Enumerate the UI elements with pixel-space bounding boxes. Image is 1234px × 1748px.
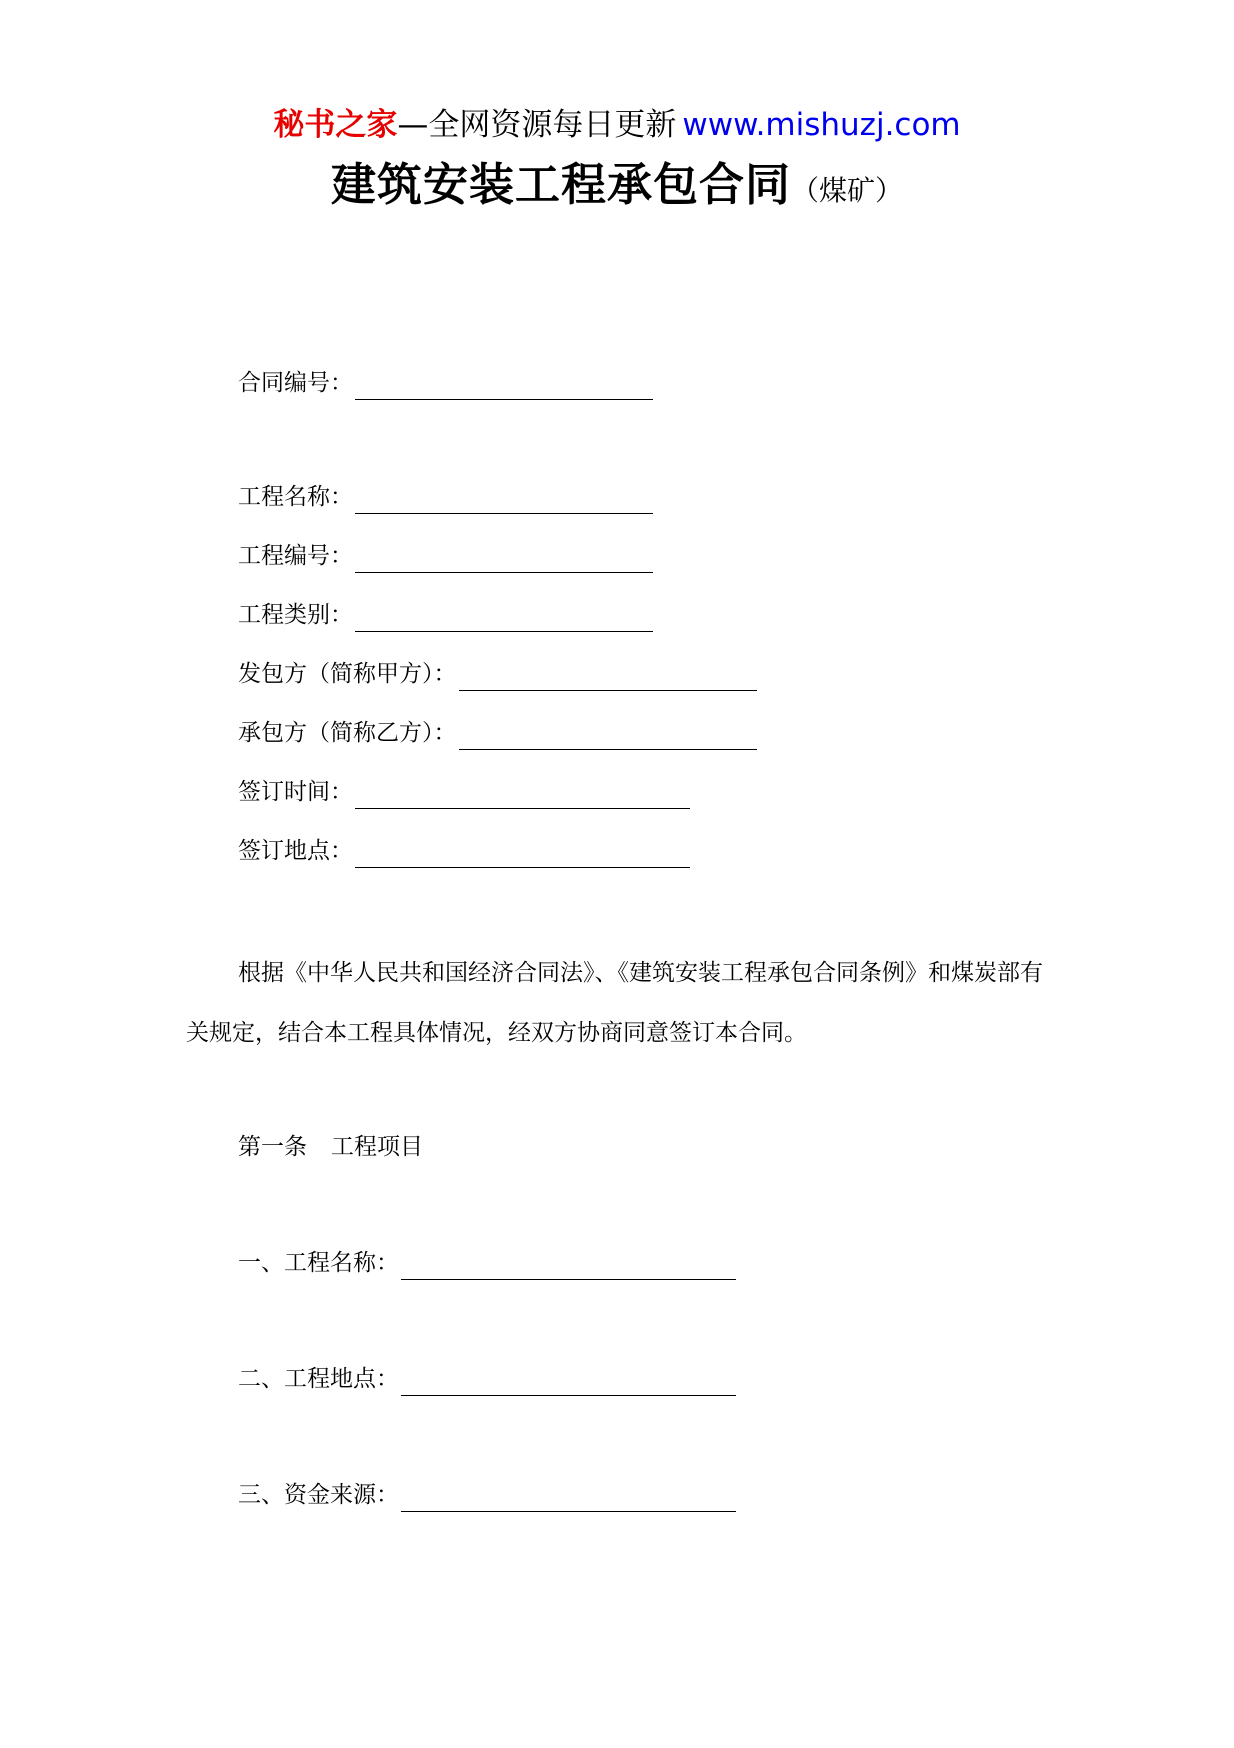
project-number-field: [238, 539, 653, 573]
site-header: [0, 100, 1234, 150]
document-title: [0, 150, 1234, 230]
article-1-item-2: [238, 1362, 736, 1396]
article-1-item-2-label: 二、工程地点：: [238, 1366, 399, 1392]
document-title-sub: （煤矿）: [791, 174, 904, 207]
sign-place-field: [238, 834, 690, 868]
article-1-item-1-label: 一、工程名称：: [238, 1250, 399, 1276]
project-name-field: [238, 480, 653, 514]
site-tagline: —全网资源每日更新: [397, 107, 677, 143]
party-b-label: 承包方（简称乙方）：: [238, 720, 457, 746]
project-number-label: 工程编号：: [238, 543, 353, 569]
party-a-blank[interactable]: [459, 666, 757, 691]
project-type-blank[interactable]: [355, 607, 653, 632]
contract-number-blank[interactable]: [355, 375, 653, 400]
contract-number-field: [238, 366, 653, 400]
project-name-label: 工程名称：: [238, 484, 353, 510]
sign-time-field: [238, 775, 690, 809]
article-1-item-1-blank[interactable]: [401, 1255, 736, 1280]
article-1-heading: [238, 1130, 423, 1164]
article-1-item-1: [238, 1246, 736, 1280]
sign-place-label: 签订地点：: [238, 838, 353, 864]
sign-place-blank[interactable]: [355, 843, 690, 868]
article-1-title: 工程项目: [331, 1134, 423, 1160]
project-type-field: [238, 598, 653, 632]
article-1-item-2-blank[interactable]: [401, 1371, 736, 1396]
preamble-paragraph: [186, 943, 1046, 1063]
sign-time-blank[interactable]: [355, 784, 690, 809]
party-a-field: [238, 657, 757, 691]
document-title-main: 建筑安装工程承包合同: [330, 158, 791, 211]
party-b-blank[interactable]: [459, 725, 757, 750]
contract-number-label: 合同编号：: [238, 370, 353, 396]
party-a-label: 发包方（简称甲方）：: [238, 661, 457, 687]
site-url-link[interactable]: www.mishuzj.com: [682, 107, 961, 143]
site-brand: 秘书之家: [273, 107, 398, 143]
sign-time-label: 签订时间：: [238, 779, 353, 805]
article-1-item-3-blank[interactable]: [401, 1487, 736, 1512]
project-name-blank[interactable]: [355, 489, 653, 514]
article-1-number: 第一条: [238, 1134, 307, 1160]
project-type-label: 工程类别：: [238, 602, 353, 628]
party-b-field: [238, 716, 757, 750]
preamble-text: 根据《中华人民共和国经济合同法》、《建筑安装工程承包合同条例》和煤炭部有关规定，结合本工程具体情况，经双方协商同意签订本合同。: [186, 960, 1043, 1046]
article-1-item-3-label: 三、资金来源：: [238, 1482, 399, 1508]
project-number-blank[interactable]: [355, 548, 653, 573]
article-1-item-3: [238, 1478, 736, 1512]
